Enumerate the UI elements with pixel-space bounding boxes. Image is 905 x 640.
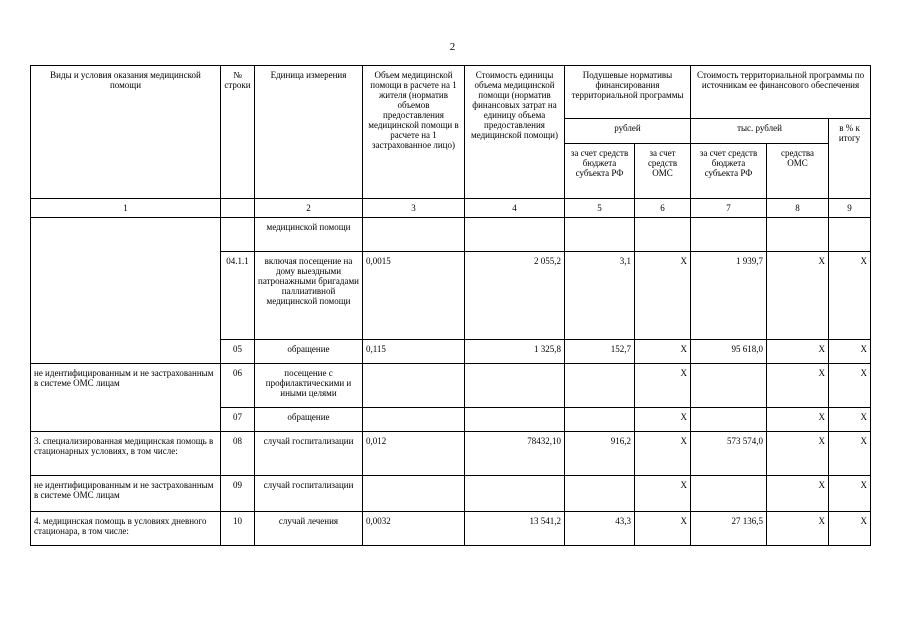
row-per-capita-budget: 916,2: [565, 432, 635, 476]
row-per-capita-budget: 3,1: [565, 252, 635, 340]
row-program-budget: 27 136,5: [691, 512, 767, 546]
row-unit-cost: [465, 364, 565, 408]
row-code: 10: [221, 512, 255, 546]
row-per-capita-budget: 152,7: [565, 340, 635, 364]
row-percent: X: [829, 340, 871, 364]
header-unit: Единица измерения: [255, 66, 363, 199]
row-percent: X: [829, 476, 871, 512]
row-volume: 0,115: [363, 340, 465, 364]
row-unit: случай лечения: [255, 512, 363, 546]
row-code: [221, 218, 255, 252]
row-per-capita-budget: [565, 476, 635, 512]
row-unit: обращение: [255, 340, 363, 364]
column-number: 4: [465, 199, 565, 218]
row-per-capita-budget: [565, 364, 635, 408]
row-volume: [363, 364, 465, 408]
row-per-capita-oms: [635, 218, 691, 252]
row-per-capita-budget: [565, 218, 635, 252]
column-number: 7: [691, 199, 767, 218]
table-row: [31, 364, 871, 408]
row-volume: 0,0015: [363, 252, 465, 340]
header-unit-cost: Стоимость единицы объема медицинской помощи (норматив финансовых затрат на единицу объема предоставления медицинской помощи): [465, 66, 565, 199]
row-unit: медицинской помощи: [255, 218, 363, 252]
header-program-budget: за счет средств бюджета субъекта РФ: [691, 144, 767, 199]
row-unit: посещение с профилактическими и иными целями: [255, 364, 363, 408]
column-number: 6: [635, 199, 691, 218]
column-number: 8: [767, 199, 829, 218]
row-program-budget: [691, 218, 767, 252]
row-code: 04.1.1: [221, 252, 255, 340]
header-thousand-rubles: тыс. рублей: [691, 119, 829, 144]
row-unit-cost: 13 541,2: [465, 512, 565, 546]
row-program-oms: [767, 218, 829, 252]
row-volume: [363, 408, 465, 432]
row-unit: случай госпитализации: [255, 432, 363, 476]
row-volume: 0,0032: [363, 512, 465, 546]
header-row-number: № строки: [221, 66, 255, 199]
row-per-capita-oms: X: [635, 512, 691, 546]
page-number: 2: [449, 41, 456, 53]
row-volume: [363, 218, 465, 252]
column-number-empty: [221, 199, 255, 218]
header-program-oms: средства ОМС: [767, 144, 829, 199]
column-number-row: [31, 199, 871, 218]
row-program-budget: 95 618,0: [691, 340, 767, 364]
row-per-capita-oms: X: [635, 340, 691, 364]
column-number: 3: [363, 199, 465, 218]
row-per-capita-budget: 43,3: [565, 512, 635, 546]
table-row: [31, 512, 871, 546]
row-code: 08: [221, 432, 255, 476]
row-unit: обращение: [255, 408, 363, 432]
row-per-capita-oms: X: [635, 252, 691, 340]
row-unit: включая посещение на дому выездными патронажными бригадами паллиативной медицинской помощи: [255, 252, 363, 340]
row-code: 07: [221, 408, 255, 432]
table-row: [31, 432, 871, 476]
header-rubles: рублей: [565, 119, 691, 144]
row-percent: [829, 218, 871, 252]
header-program-cost-group: Стоимость территориальной программы по источникам ее финансового обеспечения: [691, 66, 871, 119]
row-name: [31, 218, 221, 364]
row-program-oms: X: [767, 364, 829, 408]
row-percent: X: [829, 512, 871, 546]
row-unit-cost: 2 055,2: [465, 252, 565, 340]
row-code: 05: [221, 340, 255, 364]
financing-table: [30, 65, 871, 546]
row-program-budget: [691, 364, 767, 408]
row-program-budget: 573 574,0: [691, 432, 767, 476]
row-per-capita-budget: [565, 408, 635, 432]
row-program-oms: X: [767, 340, 829, 364]
row-unit-cost: [465, 408, 565, 432]
column-number: 9: [829, 199, 871, 218]
header-per-capita-group: Подушевые нормативы финансирования территориальной программы: [565, 66, 691, 119]
row-name: 3. специализированная медицинская помощь в стационарных условиях, в том числе:: [31, 432, 221, 476]
row-percent: X: [829, 364, 871, 408]
row-program-oms: X: [767, 512, 829, 546]
row-code: 06: [221, 364, 255, 408]
row-per-capita-oms: X: [635, 408, 691, 432]
header-volume: Объем медицинской помощи в расчете на 1 жителя (норматив объемов предоставления медицинской помощи в расчете на 1 застрахованное лицо): [363, 66, 465, 199]
row-unit-cost: [465, 476, 565, 512]
row-name: не идентифицированным и не застрахованным в системе ОМС лицам: [31, 364, 221, 432]
row-name: 4. медицинская помощь в условиях дневного стационара, в том числе:: [31, 512, 221, 546]
row-code: 09: [221, 476, 255, 512]
row-unit: случай госпитализации: [255, 476, 363, 512]
column-number: 1: [31, 199, 221, 218]
row-program-budget: [691, 476, 767, 512]
row-per-capita-oms: X: [635, 364, 691, 408]
header-type-conditions: Виды и условия оказания медицинской помощи: [31, 66, 221, 199]
row-program-oms: X: [767, 476, 829, 512]
row-name: не идентифицированным и не застрахованным в системе ОМС лицам: [31, 476, 221, 512]
column-number: 2: [255, 199, 363, 218]
column-number: 5: [565, 199, 635, 218]
row-program-oms: X: [767, 432, 829, 476]
row-unit-cost: 78432,10: [465, 432, 565, 476]
row-percent: X: [829, 408, 871, 432]
row-unit-cost: [465, 218, 565, 252]
row-percent: X: [829, 432, 871, 476]
row-program-budget: 1 939,7: [691, 252, 767, 340]
header-per-capita-budget: за счет средств бюджета субъекта РФ: [565, 144, 635, 199]
header-percent-of-total: в % к итогу: [829, 119, 871, 199]
row-program-oms: X: [767, 252, 829, 340]
row-program-oms: X: [767, 408, 829, 432]
header-per-capita-oms: за счет средств ОМС: [635, 144, 691, 199]
table-row: [31, 476, 871, 512]
row-volume: 0,012: [363, 432, 465, 476]
row-program-budget: [691, 408, 767, 432]
row-per-capita-oms: X: [635, 432, 691, 476]
row-percent: X: [829, 252, 871, 340]
row-per-capita-oms: X: [635, 476, 691, 512]
row-unit-cost: 1 325,8: [465, 340, 565, 364]
table-row: [31, 218, 871, 252]
row-volume: [363, 476, 465, 512]
